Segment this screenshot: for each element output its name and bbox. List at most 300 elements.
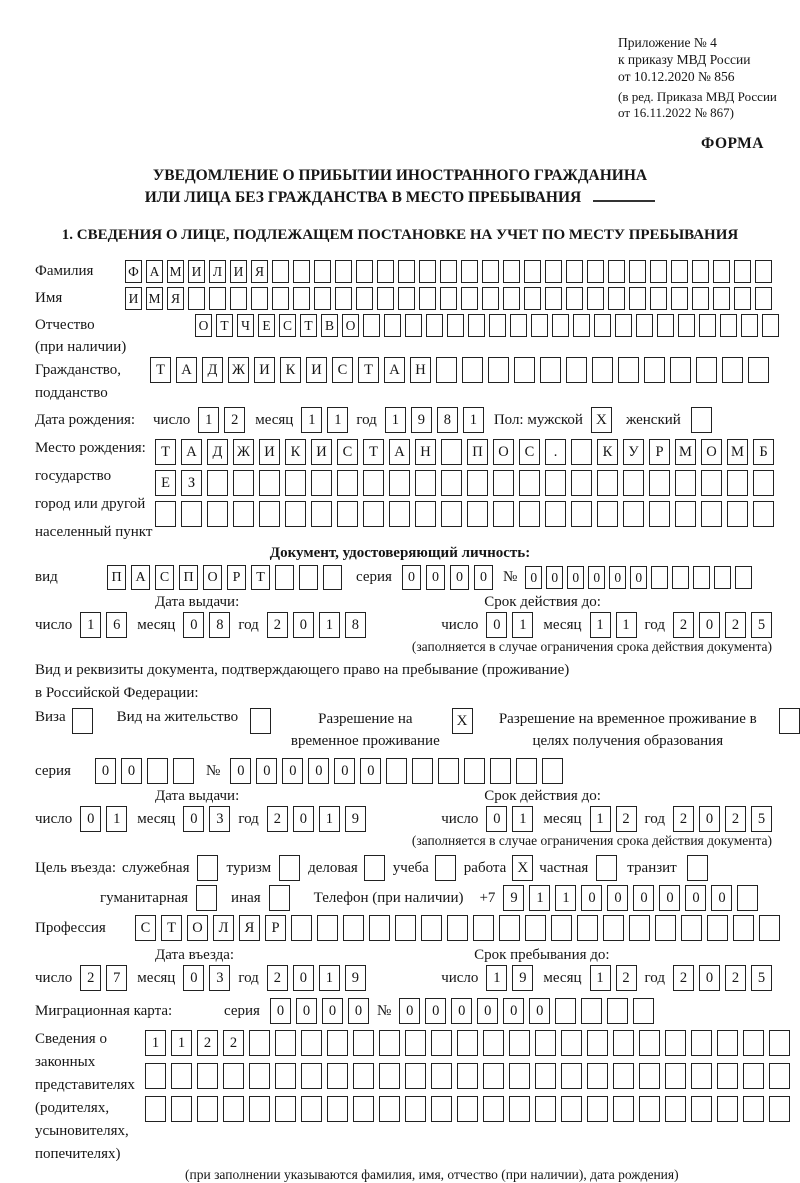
form-cell[interactable] bbox=[545, 260, 562, 283]
form-cell[interactable] bbox=[230, 287, 247, 310]
form-cell[interactable] bbox=[587, 1096, 608, 1122]
form-cell[interactable]: С bbox=[155, 565, 174, 590]
form-cell[interactable] bbox=[419, 287, 436, 310]
form-cell[interactable]: 0 bbox=[399, 998, 420, 1024]
form-cell[interactable] bbox=[379, 1030, 400, 1056]
form-cell[interactable] bbox=[525, 915, 546, 941]
form-cell[interactable]: 9 bbox=[345, 965, 366, 991]
form-cell[interactable] bbox=[488, 357, 509, 383]
form-cell[interactable]: И bbox=[254, 357, 275, 383]
form-cell[interactable]: 1 bbox=[512, 612, 533, 638]
form-cell[interactable] bbox=[693, 566, 710, 589]
form-cell[interactable] bbox=[651, 566, 668, 589]
form-cell[interactable] bbox=[301, 1063, 322, 1089]
form-cell[interactable]: 7 bbox=[106, 965, 127, 991]
form-cell[interactable] bbox=[311, 501, 332, 527]
form-cell[interactable] bbox=[623, 470, 644, 496]
form-cell[interactable] bbox=[717, 1096, 738, 1122]
form-cell[interactable]: 2 bbox=[80, 965, 101, 991]
form-cell[interactable]: Д bbox=[207, 439, 228, 465]
form-cell[interactable]: М bbox=[727, 439, 748, 465]
form-cell[interactable]: 1 bbox=[319, 965, 340, 991]
form-cell[interactable] bbox=[699, 314, 716, 337]
form-cell[interactable] bbox=[692, 287, 709, 310]
form-cell[interactable] bbox=[482, 260, 499, 283]
form-cell[interactable] bbox=[649, 501, 670, 527]
form-cell[interactable]: 5 bbox=[751, 965, 772, 991]
form-cell[interactable] bbox=[197, 1063, 218, 1089]
form-cell[interactable] bbox=[650, 260, 667, 283]
form-cell[interactable]: 1 bbox=[486, 965, 507, 991]
form-cell[interactable]: О bbox=[701, 439, 722, 465]
form-cell[interactable] bbox=[587, 287, 604, 310]
form-cell[interactable] bbox=[675, 501, 696, 527]
form-cell[interactable] bbox=[389, 501, 410, 527]
form-cell[interactable]: 2 bbox=[267, 806, 288, 832]
form-cell[interactable] bbox=[188, 287, 205, 310]
form-cell[interactable]: 0 bbox=[486, 612, 507, 638]
form-cell[interactable] bbox=[343, 915, 364, 941]
form-cell[interactable] bbox=[551, 915, 572, 941]
purpose-humanitarian-checkbox[interactable] bbox=[196, 885, 217, 911]
form-cell[interactable] bbox=[419, 260, 436, 283]
form-cell[interactable]: О bbox=[203, 565, 222, 590]
form-cell[interactable] bbox=[519, 501, 540, 527]
form-cell[interactable]: 0 bbox=[486, 806, 507, 832]
form-cell[interactable] bbox=[249, 1030, 270, 1056]
form-cell[interactable] bbox=[483, 1063, 504, 1089]
form-cell[interactable] bbox=[545, 470, 566, 496]
form-cell[interactable] bbox=[762, 314, 779, 337]
form-cell[interactable]: 1 bbox=[80, 612, 101, 638]
form-cell[interactable]: 8 bbox=[437, 407, 458, 433]
form-cell[interactable]: П bbox=[107, 565, 126, 590]
form-cell[interactable] bbox=[467, 470, 488, 496]
purpose-other-checkbox[interactable] bbox=[269, 885, 290, 911]
form-cell[interactable]: Б bbox=[753, 439, 774, 465]
form-cell[interactable]: 0 bbox=[474, 565, 493, 590]
form-cell[interactable]: 0 bbox=[630, 566, 647, 589]
form-cell[interactable]: Т bbox=[150, 357, 171, 383]
form-cell[interactable] bbox=[337, 501, 358, 527]
form-cell[interactable] bbox=[275, 1096, 296, 1122]
form-cell[interactable]: 0 bbox=[450, 565, 469, 590]
form-cell[interactable] bbox=[353, 1030, 374, 1056]
form-cell[interactable] bbox=[561, 1030, 582, 1056]
form-cell[interactable] bbox=[473, 915, 494, 941]
form-cell[interactable] bbox=[545, 501, 566, 527]
form-cell[interactable]: 0 bbox=[80, 806, 101, 832]
form-cell[interactable] bbox=[743, 1096, 764, 1122]
form-cell[interactable]: Ж bbox=[228, 357, 249, 383]
form-cell[interactable] bbox=[629, 287, 646, 310]
form-cell[interactable]: И bbox=[306, 357, 327, 383]
form-cell[interactable] bbox=[552, 314, 569, 337]
form-cell[interactable]: 0 bbox=[426, 565, 445, 590]
form-cell[interactable]: 1 bbox=[198, 407, 219, 433]
form-cell[interactable] bbox=[639, 1096, 660, 1122]
purpose-transit-checkbox[interactable] bbox=[687, 855, 708, 881]
form-cell[interactable] bbox=[503, 287, 520, 310]
form-cell[interactable] bbox=[181, 501, 202, 527]
form-cell[interactable]: О bbox=[342, 314, 359, 337]
form-cell[interactable]: С bbox=[519, 439, 540, 465]
form-cell[interactable] bbox=[363, 470, 384, 496]
form-cell[interactable] bbox=[275, 1030, 296, 1056]
form-cell[interactable] bbox=[272, 287, 289, 310]
form-cell[interactable]: О bbox=[493, 439, 514, 465]
form-cell[interactable]: Т bbox=[358, 357, 379, 383]
form-cell[interactable] bbox=[734, 260, 751, 283]
form-cell[interactable]: Н bbox=[415, 439, 436, 465]
form-cell[interactable] bbox=[314, 260, 331, 283]
form-cell[interactable] bbox=[173, 758, 194, 784]
form-cell[interactable] bbox=[540, 357, 561, 383]
form-cell[interactable]: 0 bbox=[95, 758, 116, 784]
form-cell[interactable] bbox=[327, 1096, 348, 1122]
form-cell[interactable]: К bbox=[280, 357, 301, 383]
form-cell[interactable] bbox=[415, 501, 436, 527]
form-cell[interactable]: 9 bbox=[345, 806, 366, 832]
form-cell[interactable] bbox=[327, 1063, 348, 1089]
form-cell[interactable] bbox=[398, 260, 415, 283]
form-cell[interactable]: С bbox=[279, 314, 296, 337]
form-cell[interactable] bbox=[566, 287, 583, 310]
form-cell[interactable] bbox=[587, 1030, 608, 1056]
form-cell[interactable]: 0 bbox=[529, 998, 550, 1024]
temp-residence-checkbox[interactable]: X bbox=[452, 708, 473, 734]
form-cell[interactable]: 0 bbox=[607, 885, 628, 911]
form-cell[interactable]: 9 bbox=[411, 407, 432, 433]
form-cell[interactable]: К bbox=[285, 439, 306, 465]
form-cell[interactable] bbox=[509, 1096, 530, 1122]
form-cell[interactable]: Е bbox=[155, 470, 176, 496]
form-cell[interactable]: 0 bbox=[609, 566, 626, 589]
form-cell[interactable] bbox=[691, 1096, 712, 1122]
form-cell[interactable] bbox=[209, 287, 226, 310]
form-cell[interactable]: 2 bbox=[267, 965, 288, 991]
form-cell[interactable] bbox=[639, 1030, 660, 1056]
form-cell[interactable]: 0 bbox=[308, 758, 329, 784]
form-cell[interactable] bbox=[323, 565, 342, 590]
form-cell[interactable] bbox=[670, 357, 691, 383]
form-cell[interactable] bbox=[461, 287, 478, 310]
form-cell[interactable] bbox=[516, 758, 537, 784]
form-cell[interactable]: 3 bbox=[209, 965, 230, 991]
form-cell[interactable] bbox=[207, 501, 228, 527]
form-cell[interactable] bbox=[285, 501, 306, 527]
form-cell[interactable] bbox=[440, 287, 457, 310]
form-cell[interactable] bbox=[233, 470, 254, 496]
form-cell[interactable] bbox=[566, 357, 587, 383]
form-cell[interactable] bbox=[714, 566, 731, 589]
sex-male-checkbox[interactable]: X bbox=[591, 407, 612, 433]
form-cell[interactable]: А bbox=[181, 439, 202, 465]
form-cell[interactable]: 2 bbox=[267, 612, 288, 638]
form-cell[interactable] bbox=[145, 1063, 166, 1089]
form-cell[interactable] bbox=[577, 915, 598, 941]
form-cell[interactable] bbox=[535, 1063, 556, 1089]
form-cell[interactable] bbox=[363, 501, 384, 527]
form-cell[interactable]: . bbox=[545, 439, 566, 465]
form-cell[interactable] bbox=[581, 998, 602, 1024]
form-cell[interactable]: Л bbox=[209, 260, 226, 283]
form-cell[interactable]: 0 bbox=[282, 758, 303, 784]
form-cell[interactable] bbox=[692, 260, 709, 283]
form-cell[interactable] bbox=[571, 439, 592, 465]
form-cell[interactable]: С bbox=[135, 915, 156, 941]
form-cell[interactable] bbox=[293, 260, 310, 283]
form-cell[interactable]: З bbox=[181, 470, 202, 496]
form-cell[interactable]: 0 bbox=[293, 965, 314, 991]
form-cell[interactable]: 0 bbox=[322, 998, 343, 1024]
form-cell[interactable]: 2 bbox=[223, 1030, 244, 1056]
form-cell[interactable] bbox=[363, 314, 380, 337]
form-cell[interactable] bbox=[503, 260, 520, 283]
form-cell[interactable]: Р bbox=[649, 439, 670, 465]
form-cell[interactable]: 1 bbox=[463, 407, 484, 433]
form-cell[interactable] bbox=[447, 314, 464, 337]
form-cell[interactable] bbox=[249, 1096, 270, 1122]
form-cell[interactable]: 5 bbox=[751, 806, 772, 832]
form-cell[interactable] bbox=[147, 758, 168, 784]
form-cell[interactable] bbox=[545, 287, 562, 310]
form-cell[interactable] bbox=[311, 470, 332, 496]
form-cell[interactable]: 2 bbox=[725, 612, 746, 638]
form-cell[interactable]: 1 bbox=[385, 407, 406, 433]
purpose-private-checkbox[interactable] bbox=[596, 855, 617, 881]
form-cell[interactable] bbox=[426, 314, 443, 337]
form-cell[interactable]: 1 bbox=[590, 612, 611, 638]
form-cell[interactable] bbox=[377, 260, 394, 283]
form-cell[interactable] bbox=[644, 357, 665, 383]
form-cell[interactable] bbox=[171, 1096, 192, 1122]
form-cell[interactable] bbox=[753, 501, 774, 527]
form-cell[interactable]: Ф bbox=[125, 260, 142, 283]
form-cell[interactable]: 0 bbox=[503, 998, 524, 1024]
form-cell[interactable] bbox=[489, 314, 506, 337]
form-cell[interactable] bbox=[356, 260, 373, 283]
form-cell[interactable] bbox=[421, 915, 442, 941]
form-cell[interactable]: 0 bbox=[402, 565, 421, 590]
form-cell[interactable] bbox=[615, 314, 632, 337]
form-cell[interactable]: А bbox=[131, 565, 150, 590]
form-cell[interactable]: 0 bbox=[546, 566, 563, 589]
form-cell[interactable] bbox=[499, 915, 520, 941]
form-cell[interactable]: 2 bbox=[725, 806, 746, 832]
form-cell[interactable] bbox=[301, 1096, 322, 1122]
form-cell[interactable] bbox=[431, 1063, 452, 1089]
form-cell[interactable]: 0 bbox=[293, 806, 314, 832]
form-cell[interactable] bbox=[457, 1063, 478, 1089]
form-cell[interactable] bbox=[665, 1096, 686, 1122]
visa-checkbox[interactable] bbox=[72, 708, 93, 734]
form-cell[interactable] bbox=[249, 1063, 270, 1089]
form-cell[interactable] bbox=[509, 1030, 530, 1056]
form-cell[interactable] bbox=[755, 287, 772, 310]
form-cell[interactable] bbox=[337, 470, 358, 496]
form-cell[interactable] bbox=[755, 260, 772, 283]
form-cell[interactable]: Д bbox=[202, 357, 223, 383]
form-cell[interactable]: 1 bbox=[590, 965, 611, 991]
form-cell[interactable]: 1 bbox=[590, 806, 611, 832]
form-cell[interactable]: П bbox=[467, 439, 488, 465]
form-cell[interactable]: П bbox=[179, 565, 198, 590]
form-cell[interactable]: 0 bbox=[183, 806, 204, 832]
form-cell[interactable] bbox=[379, 1096, 400, 1122]
form-cell[interactable] bbox=[613, 1096, 634, 1122]
form-cell[interactable] bbox=[386, 758, 407, 784]
purpose-official-checkbox[interactable] bbox=[197, 855, 218, 881]
form-cell[interactable] bbox=[743, 1030, 764, 1056]
form-cell[interactable] bbox=[608, 260, 625, 283]
form-cell[interactable]: 9 bbox=[512, 965, 533, 991]
form-cell[interactable] bbox=[285, 470, 306, 496]
form-cell[interactable]: Л bbox=[213, 915, 234, 941]
form-cell[interactable] bbox=[587, 1063, 608, 1089]
form-cell[interactable] bbox=[493, 470, 514, 496]
form-cell[interactable] bbox=[650, 287, 667, 310]
form-cell[interactable] bbox=[707, 915, 728, 941]
form-cell[interactable] bbox=[275, 565, 294, 590]
form-cell[interactable] bbox=[535, 1030, 556, 1056]
form-cell[interactable]: А bbox=[384, 357, 405, 383]
form-cell[interactable]: 0 bbox=[334, 758, 355, 784]
form-cell[interactable] bbox=[335, 287, 352, 310]
form-cell[interactable] bbox=[457, 1096, 478, 1122]
form-cell[interactable] bbox=[555, 998, 576, 1024]
form-cell[interactable]: 8 bbox=[209, 612, 230, 638]
form-cell[interactable] bbox=[561, 1063, 582, 1089]
form-cell[interactable]: А bbox=[176, 357, 197, 383]
form-cell[interactable] bbox=[377, 287, 394, 310]
form-cell[interactable] bbox=[482, 287, 499, 310]
form-cell[interactable]: 0 bbox=[659, 885, 680, 911]
form-cell[interactable] bbox=[571, 501, 592, 527]
form-cell[interactable] bbox=[727, 501, 748, 527]
form-cell[interactable]: Т bbox=[363, 439, 384, 465]
form-cell[interactable]: 0 bbox=[567, 566, 584, 589]
form-cell[interactable]: 0 bbox=[699, 612, 720, 638]
form-cell[interactable]: Р bbox=[265, 915, 286, 941]
form-cell[interactable]: 2 bbox=[673, 965, 694, 991]
form-cell[interactable] bbox=[733, 915, 754, 941]
form-cell[interactable]: О bbox=[195, 314, 212, 337]
form-cell[interactable] bbox=[272, 260, 289, 283]
form-cell[interactable] bbox=[672, 566, 689, 589]
form-cell[interactable]: 2 bbox=[224, 407, 245, 433]
form-cell[interactable] bbox=[431, 1030, 452, 1056]
form-cell[interactable] bbox=[607, 998, 628, 1024]
form-cell[interactable] bbox=[293, 287, 310, 310]
form-cell[interactable] bbox=[299, 565, 318, 590]
form-cell[interactable] bbox=[461, 260, 478, 283]
form-cell[interactable] bbox=[405, 1030, 426, 1056]
form-cell[interactable] bbox=[524, 287, 541, 310]
form-cell[interactable] bbox=[441, 501, 462, 527]
form-cell[interactable]: 0 bbox=[581, 885, 602, 911]
form-cell[interactable] bbox=[603, 915, 624, 941]
form-cell[interactable]: 0 bbox=[633, 885, 654, 911]
form-cell[interactable]: 0 bbox=[451, 998, 472, 1024]
form-cell[interactable] bbox=[398, 287, 415, 310]
form-cell[interactable] bbox=[301, 1030, 322, 1056]
form-cell[interactable]: Е bbox=[258, 314, 275, 337]
purpose-tourism-checkbox[interactable] bbox=[279, 855, 300, 881]
form-cell[interactable] bbox=[493, 501, 514, 527]
form-cell[interactable]: Т bbox=[300, 314, 317, 337]
form-cell[interactable] bbox=[737, 885, 758, 911]
form-cell[interactable] bbox=[753, 470, 774, 496]
form-cell[interactable] bbox=[171, 1063, 192, 1089]
form-cell[interactable] bbox=[327, 1030, 348, 1056]
form-cell[interactable]: 0 bbox=[685, 885, 706, 911]
form-cell[interactable]: М bbox=[167, 260, 184, 283]
form-cell[interactable]: 6 bbox=[106, 612, 127, 638]
form-cell[interactable] bbox=[735, 566, 752, 589]
form-cell[interactable]: Т bbox=[161, 915, 182, 941]
form-cell[interactable] bbox=[727, 470, 748, 496]
form-cell[interactable] bbox=[566, 260, 583, 283]
form-cell[interactable] bbox=[691, 1030, 712, 1056]
form-cell[interactable] bbox=[441, 470, 462, 496]
form-cell[interactable] bbox=[233, 501, 254, 527]
form-cell[interactable] bbox=[275, 1063, 296, 1089]
form-cell[interactable] bbox=[379, 1063, 400, 1089]
form-cell[interactable]: С bbox=[332, 357, 353, 383]
form-cell[interactable] bbox=[335, 260, 352, 283]
form-cell[interactable]: 1 bbox=[512, 806, 533, 832]
form-cell[interactable] bbox=[467, 501, 488, 527]
form-cell[interactable] bbox=[769, 1063, 790, 1089]
form-cell[interactable] bbox=[741, 314, 758, 337]
form-cell[interactable]: И bbox=[259, 439, 280, 465]
form-cell[interactable]: 1 bbox=[616, 612, 637, 638]
form-cell[interactable]: Т bbox=[155, 439, 176, 465]
form-cell[interactable] bbox=[623, 501, 644, 527]
form-cell[interactable] bbox=[613, 1030, 634, 1056]
form-cell[interactable]: О bbox=[187, 915, 208, 941]
form-cell[interactable]: У bbox=[623, 439, 644, 465]
form-cell[interactable]: 2 bbox=[673, 806, 694, 832]
form-cell[interactable] bbox=[734, 287, 751, 310]
form-cell[interactable] bbox=[535, 1096, 556, 1122]
form-cell[interactable] bbox=[155, 501, 176, 527]
form-cell[interactable] bbox=[613, 1063, 634, 1089]
form-cell[interactable] bbox=[748, 357, 769, 383]
form-cell[interactable]: 1 bbox=[319, 612, 340, 638]
form-cell[interactable] bbox=[639, 1063, 660, 1089]
form-cell[interactable]: Ж bbox=[233, 439, 254, 465]
form-cell[interactable] bbox=[701, 470, 722, 496]
temp-residence-edu-checkbox[interactable] bbox=[779, 708, 800, 734]
form-cell[interactable] bbox=[597, 470, 618, 496]
form-cell[interactable] bbox=[618, 357, 639, 383]
form-cell[interactable] bbox=[573, 314, 590, 337]
form-cell[interactable]: 9 bbox=[503, 885, 524, 911]
form-cell[interactable]: 0 bbox=[348, 998, 369, 1024]
form-cell[interactable]: 0 bbox=[230, 758, 251, 784]
form-cell[interactable] bbox=[251, 287, 268, 310]
form-cell[interactable]: 3 bbox=[209, 806, 230, 832]
form-cell[interactable] bbox=[633, 998, 654, 1024]
form-cell[interactable]: А bbox=[389, 439, 410, 465]
form-cell[interactable]: 2 bbox=[673, 612, 694, 638]
form-cell[interactable] bbox=[655, 915, 676, 941]
form-cell[interactable]: Р bbox=[227, 565, 246, 590]
form-cell[interactable] bbox=[353, 1096, 374, 1122]
form-cell[interactable]: 0 bbox=[183, 965, 204, 991]
